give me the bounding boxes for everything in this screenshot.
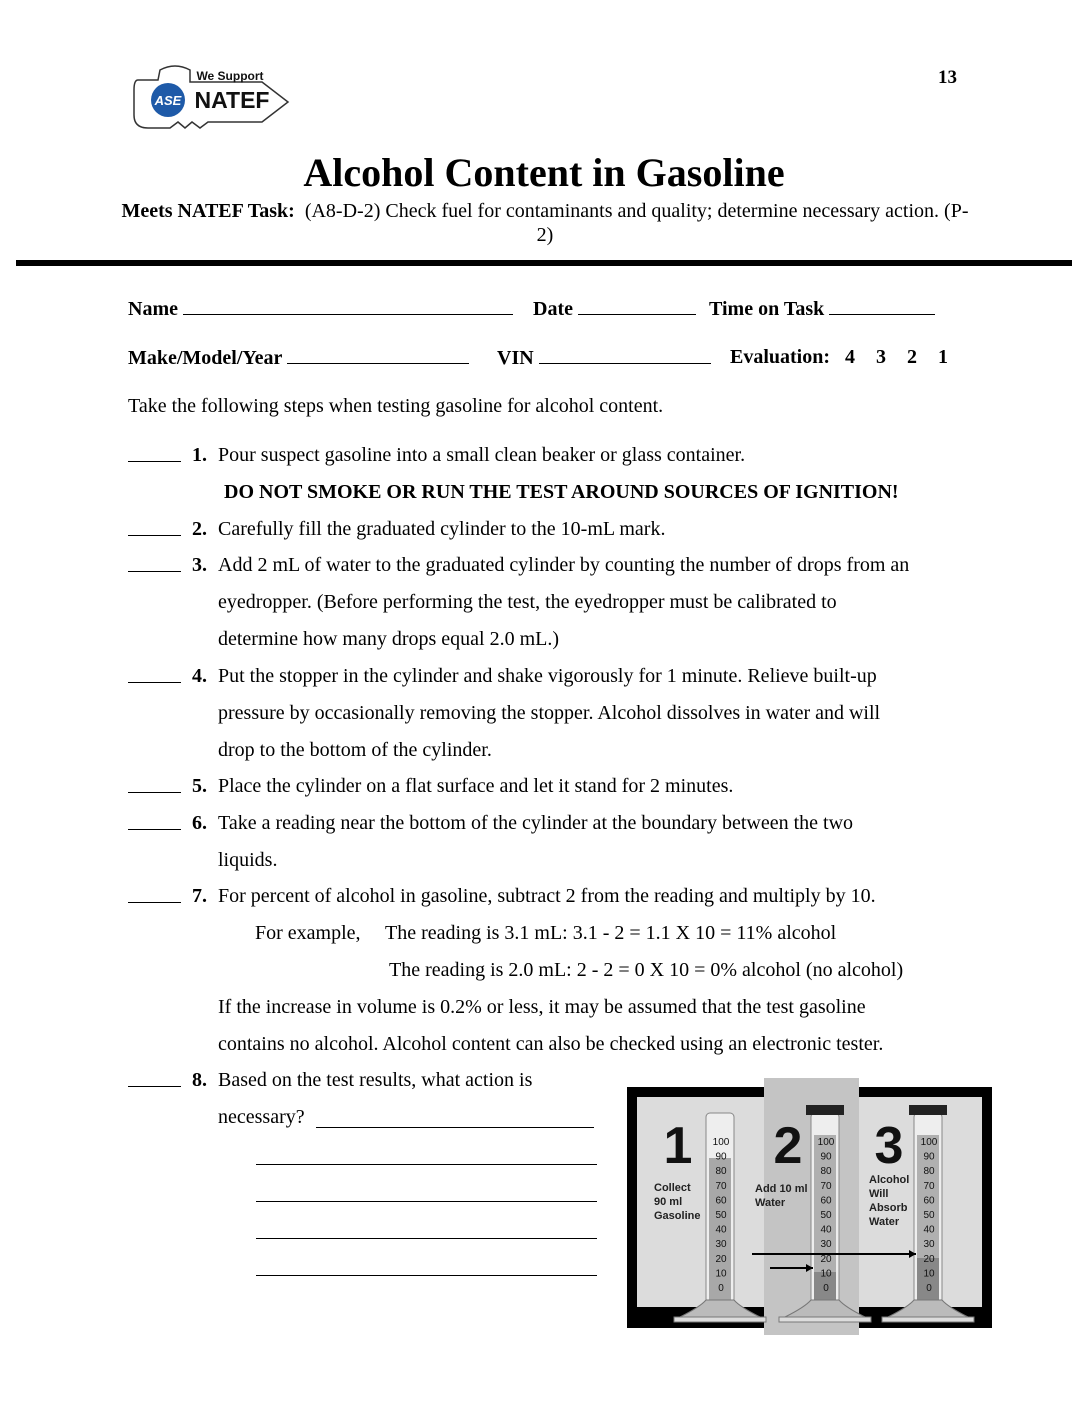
header-divider	[16, 260, 1072, 266]
example-line-1: The reading is 3.1 mL: 3.1 - 2 = 1.1 X 10 = 11% alcohol	[385, 922, 837, 944]
step-check-blank[interactable]	[128, 553, 181, 572]
panel-number: 2	[773, 1117, 803, 1175]
natef-task	[120, 199, 970, 247]
make-model-year-field[interactable]	[128, 345, 469, 370]
step-number: 5.	[192, 775, 207, 797]
step-text: Based on the test results, what action is	[218, 1069, 533, 1091]
tick-label: 60	[715, 1195, 727, 1207]
step-check-blank[interactable]	[128, 811, 181, 830]
natef-logo	[130, 60, 295, 145]
step-check-blank[interactable]	[128, 517, 181, 536]
tick-label: 100	[712, 1137, 730, 1148]
step-text: Add 2 mL of water to the graduated cylinder by counting the number of drops from an	[218, 554, 910, 576]
tick-label: 70	[715, 1180, 727, 1192]
date-label: Date	[533, 298, 573, 320]
vin-label: VIN	[497, 347, 534, 369]
panel-label: Water	[755, 1197, 786, 1209]
tick-label: 20	[923, 1253, 935, 1265]
step-number: 4.	[192, 665, 207, 687]
step-text: determine how many drops equal 2.0 mL.)	[218, 628, 560, 650]
note-line-2: contains no alcohol. Alcohol content can also be checked using an electronic tester.	[218, 1033, 884, 1055]
panel-label: Alcohol	[869, 1174, 910, 1186]
step-number: 7.	[192, 885, 207, 907]
step-text: For percent of alcohol in gasoline, subtract 2 from the reading and multiply by 10.	[218, 885, 876, 907]
step-check-blank[interactable]	[128, 884, 181, 903]
score-4[interactable]: 4	[845, 346, 856, 368]
time-label: Time on Task	[709, 298, 825, 320]
answer-line[interactable]	[256, 1220, 597, 1239]
answer-line[interactable]	[256, 1183, 597, 1202]
step-text: Put the stopper in the cylinder and shake vigorously for 1 minute. Relieve built-up	[218, 665, 877, 687]
time-on-task-field[interactable]	[709, 296, 935, 321]
task-text: (A8-D-2) Check fuel for contaminants and quality; determine necessary action. (P-2)	[304, 200, 969, 246]
score-1[interactable]: 1	[938, 346, 949, 368]
make-label: Make/Model/Year	[128, 347, 283, 369]
tick-label: 10	[923, 1268, 935, 1280]
tick-label: 20	[715, 1253, 727, 1265]
evaluation-label: Evaluation:	[730, 346, 831, 368]
step-text: pressure by occasionally removing the stopper. Alcohol dissolves in water and will	[218, 702, 881, 724]
example-line-2: The reading is 2.0 mL: 2 - 2 = 0 X 10 = 0% alcohol (no alcohol)	[389, 959, 904, 981]
panel-number: 3	[874, 1117, 904, 1175]
step-number: 1.	[192, 444, 207, 466]
step-text: drop to the bottom of the cylinder.	[218, 739, 492, 761]
tick-label: 0	[718, 1283, 724, 1294]
step-text: necessary?	[218, 1106, 305, 1128]
step-text: Carefully fill the graduated cylinder to the 10-mL mark.	[218, 518, 666, 540]
panel-label: Add 10 ml	[755, 1183, 808, 1195]
tick-label: 30	[715, 1239, 727, 1251]
graduated-cylinder-illustration	[620, 1075, 1000, 1340]
tick-label: 30	[820, 1239, 832, 1251]
step-check-blank[interactable]	[128, 774, 181, 793]
svg-text:We Support: We Support	[196, 69, 264, 83]
tick-label: 10	[820, 1268, 832, 1280]
date-field[interactable]	[533, 296, 696, 321]
tick-label: 50	[923, 1210, 935, 1221]
step-text: Pour suspect gasoline into a small clean beaker or glass container.	[218, 444, 746, 466]
tick-label: 90	[923, 1151, 935, 1163]
panel-label: Gasoline	[654, 1210, 701, 1222]
answer-line[interactable]	[256, 1257, 597, 1276]
tick-label: 80	[820, 1166, 832, 1178]
tick-label: 40	[923, 1224, 935, 1236]
safety-warning: DO NOT SMOKE OR RUN THE TEST AROUND SOURCES OF IGNITION!	[224, 481, 899, 503]
panel-number: 1	[663, 1117, 693, 1175]
tick-label: 70	[923, 1180, 935, 1192]
tick-label: 40	[715, 1224, 727, 1236]
svg-text:ASE: ASE	[154, 93, 182, 108]
step-text: Take a reading near the bottom of the cylinder at the boundary between the two	[218, 812, 854, 834]
step-check-blank[interactable]	[128, 664, 181, 683]
score-3[interactable]: 3	[876, 346, 887, 368]
answer-line[interactable]	[256, 1146, 597, 1165]
note-line-1: If the increase in volume is 0.2% or less, it may be assumed that the test gasoline	[218, 996, 866, 1018]
tick-label: 20	[820, 1253, 832, 1265]
tick-label: 50	[715, 1210, 727, 1221]
step-number: 2.	[192, 518, 207, 540]
tick-label: 90	[820, 1151, 832, 1163]
tick-label: 10	[715, 1268, 727, 1280]
step-number: 6.	[192, 812, 207, 834]
name-label: Name	[128, 298, 178, 320]
tick-label: 100	[920, 1137, 938, 1148]
evaluation-field	[730, 345, 948, 369]
example-lead: For example,	[255, 922, 361, 944]
step-number: 3.	[192, 554, 207, 576]
panel-label: Water	[869, 1216, 900, 1228]
tick-label: 80	[923, 1166, 935, 1178]
panel-label: 90 ml	[654, 1196, 683, 1208]
tick-label: 0	[926, 1283, 932, 1294]
page-title: Alcohol Content in Gasoline	[303, 150, 785, 195]
tick-label: 40	[820, 1224, 832, 1236]
tick-label: 0	[823, 1283, 829, 1294]
step-text: liquids.	[218, 849, 278, 871]
answer-line[interactable]	[316, 1109, 594, 1128]
vin-field[interactable]	[497, 345, 711, 370]
task-label: Meets NATEF Task:	[121, 200, 295, 222]
step-text: eyedropper. (Before performing the test, the eyedropper must be calibrated to	[218, 591, 837, 613]
tick-label: 100	[817, 1137, 835, 1148]
tick-label: 90	[715, 1151, 727, 1163]
panel-label: Collect	[654, 1182, 691, 1194]
step-check-blank[interactable]	[128, 1068, 181, 1087]
score-2[interactable]: 2	[907, 346, 918, 368]
step-number: 8.	[192, 1069, 207, 1091]
tick-label: 60	[820, 1195, 832, 1207]
tick-label: 80	[715, 1166, 727, 1178]
step-text: Place the cylinder on a flat surface and let it stand for 2 minutes.	[218, 775, 734, 797]
page-number: 13	[938, 67, 957, 88]
panel-label: Absorb	[869, 1202, 908, 1214]
step-check-blank[interactable]	[128, 443, 181, 462]
panel-label: Will	[869, 1188, 889, 1200]
svg-text:NATEF: NATEF	[194, 87, 270, 113]
tick-label: 30	[923, 1239, 935, 1251]
intro-text: Take the following steps when testing gasoline for alcohol content.	[128, 395, 664, 417]
name-field[interactable]	[128, 296, 513, 321]
tick-label: 50	[820, 1210, 832, 1221]
tick-label: 60	[923, 1195, 935, 1207]
tick-label: 70	[820, 1180, 832, 1192]
